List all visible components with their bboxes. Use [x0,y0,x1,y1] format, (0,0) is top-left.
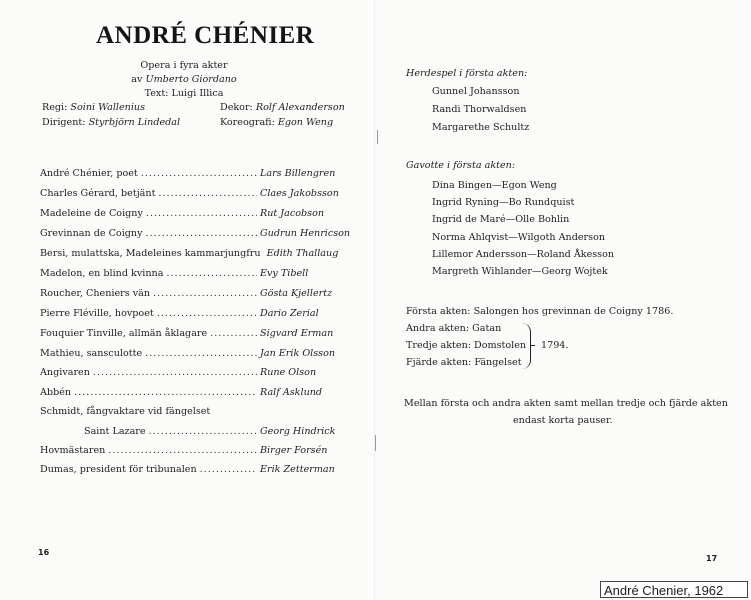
pause-note-line-1: Mellan första och andra akten samt mellan tredje och fjärde akten [404,398,728,409]
cast-row [40,426,336,440]
credit-regi [42,102,145,113]
cast-actor: Lars Billengren [260,168,336,179]
cast-role: Angivaren [40,367,90,378]
leader-dots [157,308,257,319]
leader-dots [149,426,257,437]
cast-actor: Erik Zetterman [260,464,335,475]
leader-dots [146,228,257,239]
credit-name: Soini Wallenius [70,102,146,113]
leader-dots [153,288,257,299]
cast-role: Hovmästaren [40,445,106,456]
cast-row [40,228,351,242]
cast-role: Fouquier Tinville, allmän åklagare [40,328,208,339]
cast-role: Mathieu, sansculotte [40,348,143,359]
act-three: Tredje akten: Domstolen [406,340,527,351]
cast-role: Charles Gérard, betjänt [40,188,156,199]
credit-name: Egon Weng [277,117,334,128]
cast-role: Madelon, en blind kvinna [40,268,164,279]
gavotte-heading: Gavotte i första akten: [406,160,516,171]
scan-mark [377,130,378,144]
image-caption: André Chenier, 1962 [600,581,748,598]
gavotte-pair: Norma Ahlqvist—Wilgoth Anderson [432,232,606,243]
gavotte-pair: Ingrid de Maré—Olle Bohlin [432,214,570,225]
herdespel-dancer: Randi Thorwaldsen [432,104,527,115]
leader-dots [74,387,257,398]
cast-actor: Birger Forsén [260,445,328,456]
credit-label: Koreografi: [220,117,275,128]
cast-actor: Dario Zerial [260,308,319,319]
cast-row [40,348,336,362]
act-four: Fjärde akten: Fängelset [406,357,522,368]
act-two: Andra akten: Gatan [406,323,502,334]
cast-role: Madeleine de Coigny [40,208,143,219]
leader-dots [166,268,257,279]
leader-dots [145,348,257,359]
cast-role: Grevinnan de Coigny [40,228,143,239]
gavotte-pair: Dina Bingen—Egon Weng [432,180,557,191]
cast-row [40,268,336,282]
page-gutter [374,0,375,600]
leader-dots [93,367,257,378]
cast-role: Bersi, mulattska, Madeleines kammarjungfru [40,248,261,259]
credit-name: Styrbjörn Lindedal [88,117,181,128]
subtitle-line-1: Opera i fyra akter [140,60,228,71]
cast-role: Saint Lazare [84,426,146,437]
credit-label: Regi: [42,102,68,113]
cast-actor: Georg Hindrick [260,426,336,437]
cast-role: André Chénier, poet [40,168,138,179]
page-number-right: 17 [706,554,718,563]
cast-actor: Sigvard Erman [260,328,334,339]
leader-dots [210,328,257,339]
subtitle-line-3: Text: Luigi Illica [144,88,224,99]
herdespel-dancer: Margarethe Schultz [432,122,530,133]
cast-role: Schmidt, fångvaktare vid fängelset [40,406,211,417]
subtitle-line-2 [14,74,354,85]
credit-dekor [220,102,345,113]
credit-dirigent [42,117,180,128]
cast-row [40,248,339,262]
cast-actor: Evy Tibell [260,268,309,279]
cast-actor: Gudrun Henricson [260,228,351,239]
scan-mark [375,435,376,451]
cast-actor: Rune Olson [260,367,317,378]
cast-actor: Edith Thallaug [266,248,339,259]
credit-name: Rolf Alexanderson [255,102,345,113]
gavotte-pair: Margreth Wihlander—Georg Wojtek [432,266,608,277]
cast-actor: Rut Jacobson [260,208,325,219]
credit-koreografi [220,117,333,128]
cast-row [40,464,336,478]
cast-actor: Jan Erik Olsson [260,348,336,359]
gavotte-pair: Lillemor Andersson—Roland Åkesson [432,249,615,260]
cast-row [40,168,336,182]
cast-row [40,406,336,420]
cast-role: Abbén [40,387,72,398]
cast-actor: Gösta Kjellertz [260,288,333,299]
cast-actor: Claes Jakobsson [260,188,339,199]
leader-dots [146,208,257,219]
herdespel-dancer: Gunnel Johansson [432,86,520,97]
acts-year: 1794. [541,340,569,351]
subtitle-prefix: av [131,74,143,85]
leader-dots [141,168,257,179]
page-number-left: 16 [38,548,50,557]
cast-row [40,367,336,381]
leader-dots [158,188,257,199]
leader-dots [200,464,257,475]
acts-brace [522,323,531,369]
cast-row [40,328,336,342]
pause-note-line-2: endast korta pauser. [513,415,613,426]
cast-role: Dumas, president för tribunalen [40,464,197,475]
credit-label: Dekor: [220,102,253,113]
cast-role: Pierre Fléville, hovpoet [40,308,154,319]
cast-row [40,288,336,302]
opera-title: ANDRÉ CHÉNIER [96,22,315,49]
cast-row [40,188,339,202]
cast-row [40,445,336,459]
herdespel-heading: Herdespel i första akten: [406,68,528,79]
credit-label: Dirigent: [42,117,86,128]
cast-actor: Ralf Asklund [260,387,323,398]
act-one: Första akten: Salongen hos grevinnan de Coigny 1786. [406,306,674,317]
leader-dots [108,445,257,456]
composer-name: Umberto Giordano [145,74,237,85]
cast-row [40,387,336,401]
cast-row [40,208,336,222]
cast-row [40,308,336,322]
cast-role: Roucher, Cheniers vän [40,288,151,299]
gavotte-pair: Ingrid Ryning—Bo Rundquist [432,197,575,208]
